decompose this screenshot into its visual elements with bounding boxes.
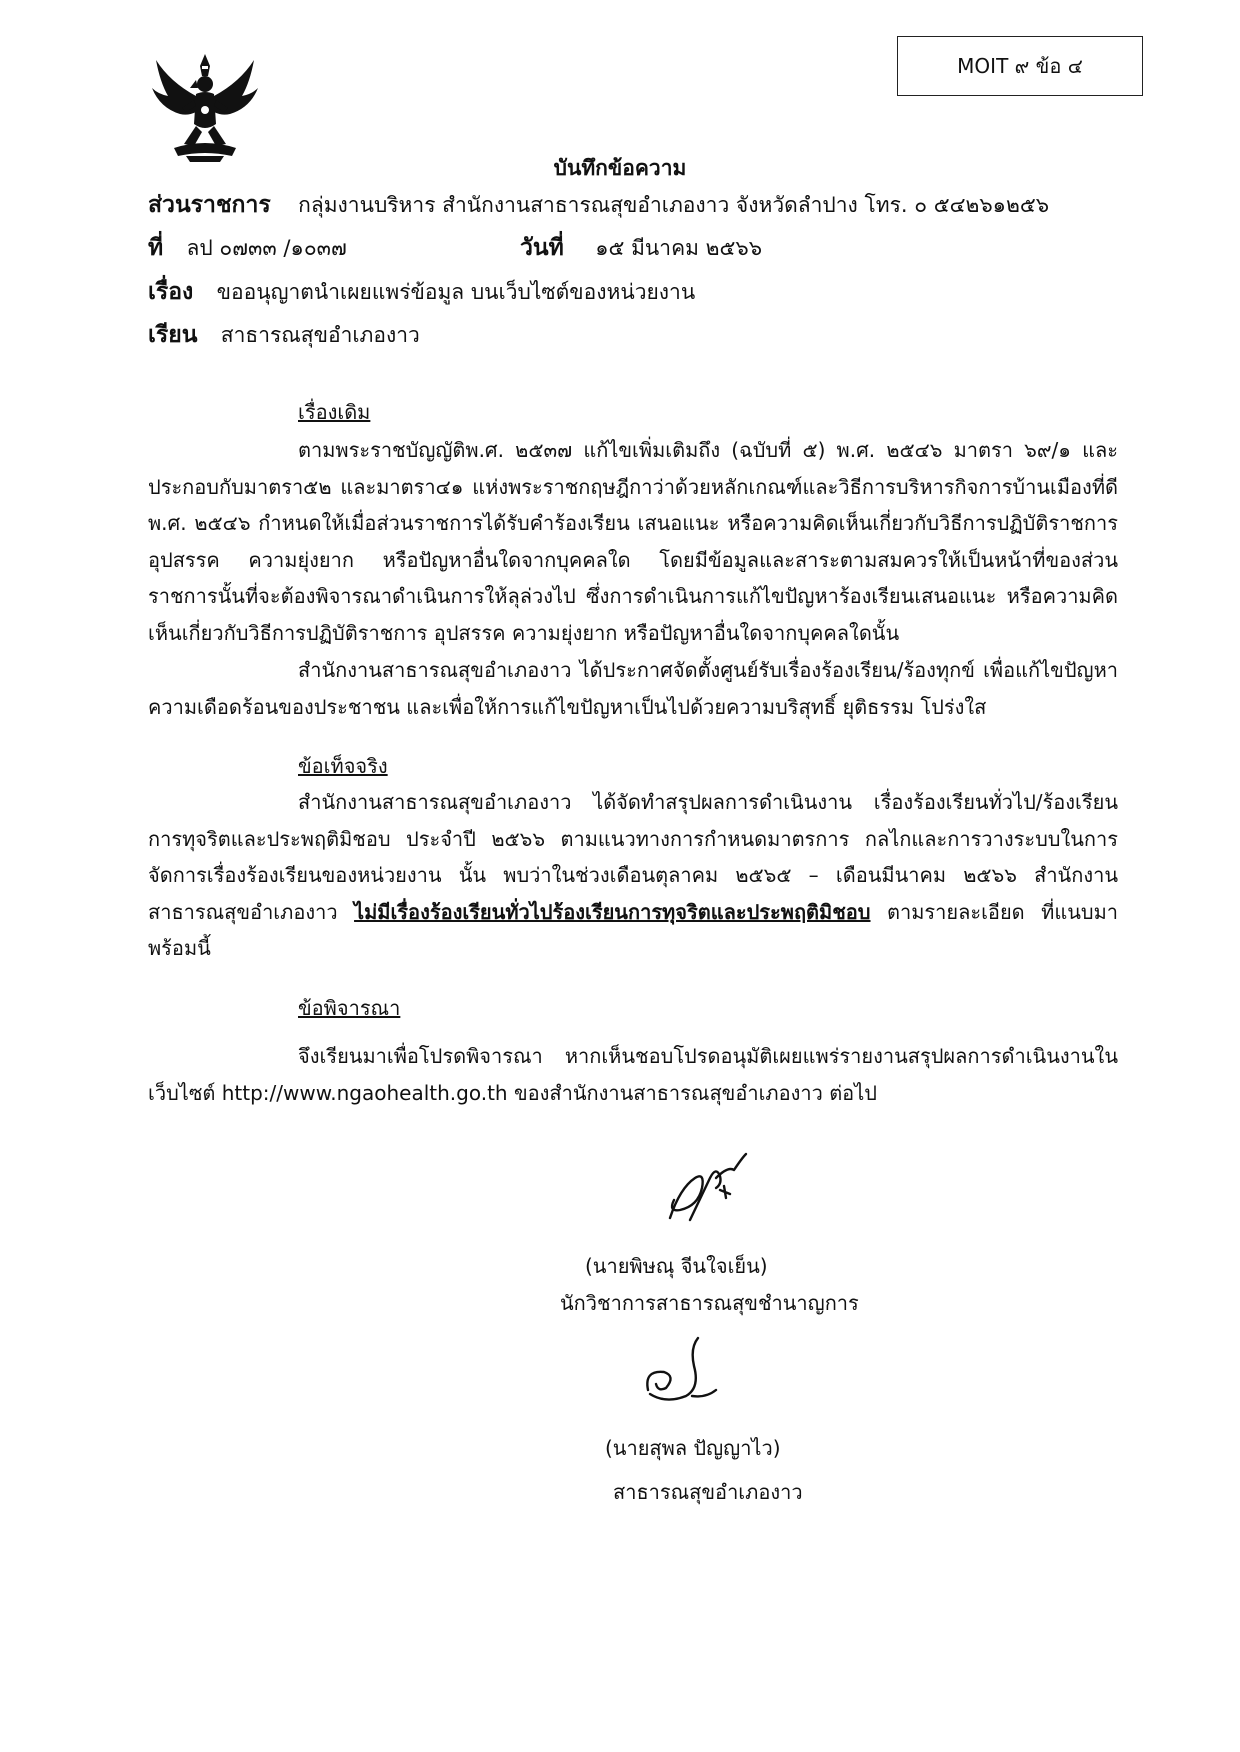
agency-value: กลุ่มงานบริหาร สำนักงานสาธารณสุขอำเภองาว จังหวัดลำปาง โทร. ๐ ๕๔๒๖๑๒๕๖ bbox=[298, 193, 1050, 217]
memo-title: บันทึกข้อความ bbox=[553, 156, 687, 180]
signatory-2-name: (นายสุพล ปัญญาไว) bbox=[605, 1436, 781, 1460]
reference-value: ลป ๐๗๓๓ /๑๐๓๗ bbox=[186, 236, 347, 260]
facts-text-end: ตามรายละเอียด ที่แนบมาพร้อมนี้ bbox=[148, 899, 1118, 961]
consideration-paragraph bbox=[148, 1038, 1118, 1111]
background-paragraph-1 bbox=[148, 432, 1118, 652]
facts-paragraph bbox=[148, 784, 1118, 967]
facts-heading: ข้อเท็จจริง bbox=[298, 754, 388, 778]
addressee-value: สาธารณสุขอำเภองาว bbox=[220, 323, 420, 347]
addressee-row bbox=[148, 317, 420, 353]
signatory-1-name: (นายพิษณุ จีนใจเย็น) bbox=[585, 1254, 768, 1278]
background-paragraph-2 bbox=[148, 652, 1118, 725]
facts-text-start: สำนักงานสาธารณสุขอำเภองาว ได้จัดทำสรุปผลการดำเนินงาน เรื่องร้องเรียนทั่วไป/ร้องเรียนการทุจริตและประพฤติมิชอบ ประจำปี ๒๕๖๖ ตามแนวทางการกำหนดมาตรการ กลไกและการวางระบบในการจัดการเรื่องร้องเรียนของหน่วยงาน นั้น พบว่าในช่วงเดือนตุลาคม ๒๕๖๕ – เดือนมีนาคม ๒๕๖๖ สำนักงานสาธารณสุขอำเภองาว bbox=[148, 790, 1118, 924]
background-heading: เรื่องเดิม bbox=[298, 400, 371, 424]
garuda-emblem-icon bbox=[150, 52, 260, 164]
document-code: MOIT ๙ ข้อ ๔ bbox=[957, 54, 1083, 78]
signature-icon bbox=[650, 1148, 760, 1228]
date-value: ๑๕ มีนาคม ๒๕๖๖ bbox=[595, 236, 763, 260]
agency-row bbox=[148, 187, 1049, 223]
date-label: วันที่ bbox=[520, 235, 564, 261]
signature-icon bbox=[636, 1330, 726, 1410]
consideration-text: จึงเรียนมาเพื่อโปรดพิจารณา หากเห็นชอบโปรดอนุมัติเผยแพร่รายงานสรุปผลการดำเนินงานในเว็บไซต์ http://www.ngaohealth.go.th ของสำนักงานสาธารณสุขอำเภองาว ต่อไป bbox=[148, 1044, 1118, 1105]
date-row bbox=[520, 230, 762, 266]
no-complaints-statement: ไม่มีเรื่องร้องเรียนทั่วไปร้องเรียนการทุจริตและประพฤติมิชอบ bbox=[354, 899, 871, 924]
consideration-heading: ข้อพิจารณา bbox=[298, 996, 401, 1020]
subject-value: ขออนุญาตนำเผยแพร่ข้อมูล บนเว็บไซต์ของหน่วยงาน bbox=[216, 280, 696, 304]
signatory-2-position: สาธารณสุขอำเภองาว bbox=[613, 1480, 803, 1504]
background-paragraph-1-text: ตามพระราชบัญญัติพ.ศ. ๒๕๓๗ แก้ไขเพิ่มเติมถึง (ฉบับที่ ๕) พ.ศ. ๒๕๔๖ มาตรา ๖๙/๑ และประกอบกับมาตรา๕๒ และมาตรา๔๑ แห่งพระราชกฤษฎีกาว่าด้วยหลักเกณฑ์และวิธีการบริหารกิจการบ้านเมืองที่ดี พ.ศ. ๒๕๔๖ กำหนดให้เมื่อส่วนราชการได้รับคำร้องเรียน เสนอแนะ หรือความคิดเห็นเกี่ยวกับวิธีการปฏิบัติราชการ อุปสรรค ความยุ่งยาก หรือปัญหาอื่นใดจากบุคคลใด โดยมีข้อมูลและสาระตามสมควรให้เป็นหน้าที่ของส่วนราชการนั้นที่จะต้องพิจารณาดำเนินการให้ลุล่วงไป ซึ่งการดำเนินการแก้ไขปัญหาร้องเรียนเสนอแนะ หรือความคิดเห็นเกี่ยวกับวิธีการปฏิบัติราชการ อุปสรรค ความยุ่งยาก หรือปัญหาอื่นใดจากบุคคลใดนั้น bbox=[148, 438, 1118, 645]
addressee-label: เรียน bbox=[148, 322, 198, 348]
document-code-box bbox=[897, 36, 1143, 96]
subject-label: เรื่อง bbox=[148, 279, 194, 305]
reference-label: ที่ bbox=[148, 235, 164, 261]
signatory-1-position: นักวิชาการสาธารณสุขชำนาญการ bbox=[560, 1291, 859, 1315]
agency-label: ส่วนราชการ bbox=[148, 192, 271, 218]
subject-row bbox=[148, 274, 695, 310]
reference-row bbox=[148, 230, 347, 266]
background-paragraph-2-text: สำนักงานสาธารณสุขอำเภองาว ได้ประกาศจัดตั้งศูนย์รับเรื่องร้องเรียน/ร้องทุกข์ เพื่อแก้ไขปัญหาความเดือดร้อนของประชาชน และเพื่อให้การแก้ไขปัญหาเป็นไปด้วยความบริสุทธิ์ ยุติธรรม โปร่งใส bbox=[148, 658, 1118, 719]
